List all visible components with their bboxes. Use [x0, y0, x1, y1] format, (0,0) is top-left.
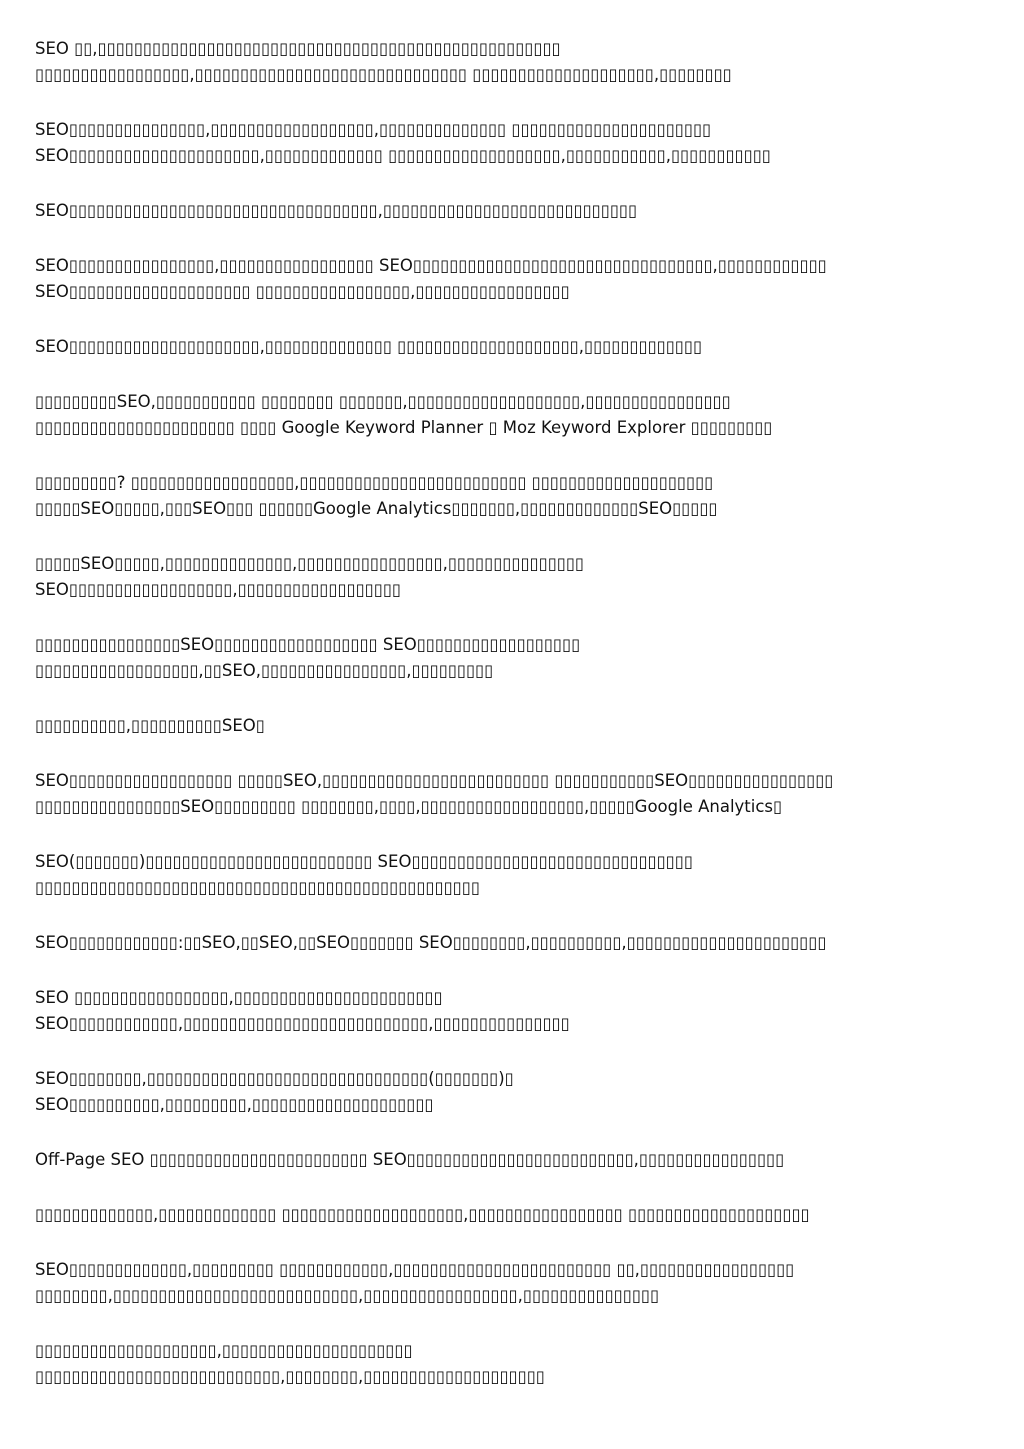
paragraph-line: SEO▯▯▯▯▯▯▯▯▯▯▯▯▯▯▯▯▯▯▯▯▯,▯▯▯▯▯▯▯▯▯▯▯▯▯▯ ▯▯▯▯▯▯▯▯▯▯▯▯▯▯▯▯▯▯▯▯,▯▯▯▯▯▯▯▯▯▯▯▯▯	[35, 337, 703, 356]
paragraph-line: ▯▯▯▯▯▯▯▯▯SEO,▯▯▯▯▯▯▯▯▯▯▯ ▯▯▯▯▯▯▯▯ ▯▯▯▯▯▯▯,▯▯▯▯▯▯▯▯▯▯▯▯▯▯▯▯▯▯▯,▯▯▯▯▯▯▯▯▯▯▯▯▯▯▯▯	[35, 392, 731, 411]
paragraph-line: ▯▯▯▯▯▯▯▯▯▯▯▯▯▯▯▯▯,▯▯▯▯▯▯▯▯▯▯▯▯▯▯▯▯▯▯▯▯▯▯▯▯▯▯▯▯▯▯ ▯▯▯▯▯▯▯▯▯▯▯▯▯▯▯▯▯▯▯▯,▯▯▯▯▯▯▯▯	[35, 65, 732, 84]
paragraph-line: ▯▯▯▯▯▯▯▯▯▯▯▯▯▯▯▯▯▯▯▯,▯▯▯▯▯▯▯▯▯▯▯▯▯▯▯▯▯▯▯▯▯	[35, 1341, 413, 1360]
paragraph-3	[35, 198, 995, 224]
paragraph-line: ▯▯▯▯▯▯▯▯,▯▯▯▯▯▯▯▯▯▯▯▯▯▯▯▯▯▯▯▯▯▯▯▯▯▯▯,▯▯▯▯▯▯▯▯▯▯▯▯▯▯▯▯▯,▯▯▯▯▯▯▯▯▯▯▯▯▯▯▯	[35, 1286, 660, 1305]
paragraph-6	[35, 389, 995, 441]
paragraph-line: ▯▯▯▯▯▯▯▯▯▯▯▯▯▯▯▯▯▯▯▯▯▯▯▯▯▯▯▯▯▯▯▯▯▯▯▯▯▯▯▯▯▯▯▯▯▯▯▯▯	[35, 878, 480, 897]
paragraph-7	[35, 470, 995, 522]
paragraph-2	[35, 117, 995, 169]
paragraph-line: Off-Page SEO ▯▯▯▯▯▯▯▯▯▯▯▯▯▯▯▯▯▯▯▯▯▯▯▯ SEO▯▯▯▯▯▯▯▯▯▯▯▯▯▯▯▯▯▯▯▯▯▯▯▯▯,▯▯▯▯▯▯▯▯▯▯▯▯▯▯▯▯	[35, 1150, 785, 1169]
paragraph-11	[35, 768, 995, 820]
paragraph-14	[35, 985, 995, 1037]
paragraph-line: SEO(▯▯▯▯▯▯▯)▯▯▯▯▯▯▯▯▯▯▯▯▯▯▯▯▯▯▯▯▯▯▯▯▯ SEO▯▯▯▯▯▯▯▯▯▯▯▯▯▯▯▯▯▯▯▯▯▯▯▯▯▯▯▯▯▯▯	[35, 852, 693, 871]
paragraph-5	[35, 334, 995, 360]
paragraph-4	[35, 253, 995, 305]
paragraph-line: SEO▯▯▯▯▯▯▯▯▯▯▯▯▯▯▯,▯▯▯▯▯▯▯▯▯▯▯▯▯▯▯▯▯▯,▯▯▯▯▯▯▯▯▯▯▯▯▯▯ ▯▯▯▯▯▯▯▯▯▯▯▯▯▯▯▯▯▯▯▯▯▯	[35, 120, 712, 139]
paragraph-line: SEO▯▯▯▯▯▯▯▯,▯▯▯▯▯▯▯▯▯▯▯▯▯▯▯▯▯▯▯▯▯▯▯▯▯▯▯▯▯▯▯(▯▯▯▯▯▯▯)▯	[35, 1069, 514, 1088]
paragraph-17	[35, 1202, 995, 1228]
paragraph-line: ▯▯▯▯▯▯▯▯▯▯▯▯▯▯▯▯SEO▯▯▯▯▯▯▯▯▯▯▯▯▯▯▯▯▯▯ SEO▯▯▯▯▯▯▯▯▯▯▯▯▯▯▯▯▯▯	[35, 635, 581, 654]
paragraph-line: SEO ▯▯,▯▯▯▯▯▯▯▯▯▯▯▯▯▯▯▯▯▯▯▯▯▯▯▯▯▯▯▯▯▯▯▯▯▯▯▯▯▯▯▯▯▯▯▯▯▯▯▯▯▯▯	[35, 39, 561, 58]
paragraph-line: ▯▯▯▯▯▯▯▯▯▯▯▯▯,▯▯▯▯▯▯▯▯▯▯▯▯▯ ▯▯▯▯▯▯▯▯▯▯▯▯▯▯▯▯▯▯▯▯,▯▯▯▯▯▯▯▯▯▯▯▯▯▯▯▯▯ ▯▯▯▯▯▯▯▯▯▯▯▯▯▯▯▯▯▯▯▯	[35, 1205, 810, 1224]
paragraph-line: SEO▯▯▯▯▯▯▯▯▯▯▯▯▯▯▯▯▯▯▯▯▯▯▯▯▯▯▯▯▯▯▯▯▯▯,▯▯▯▯▯▯▯▯▯▯▯▯▯▯▯▯▯▯▯▯▯▯▯▯▯▯▯▯	[35, 201, 638, 220]
paragraph-line: SEO▯▯▯▯▯▯▯▯▯▯▯▯▯,▯▯▯▯▯▯▯▯▯ ▯▯▯▯▯▯▯▯▯▯▯▯,▯▯▯▯▯▯▯▯▯▯▯▯▯▯▯▯▯▯▯▯▯▯▯▯ ▯▯,▯▯▯▯▯▯▯▯▯▯▯▯▯▯▯▯▯	[35, 1260, 795, 1279]
paragraph-line: ▯▯▯▯▯▯▯▯▯▯▯▯▯▯▯▯▯▯,▯▯SEO,▯▯▯▯▯▯▯▯▯▯▯▯▯▯▯▯,▯▯▯▯▯▯▯▯▯	[35, 661, 494, 680]
paragraph-9	[35, 632, 995, 684]
paragraph-16	[35, 1147, 995, 1173]
paragraph-8	[35, 551, 995, 603]
document-body	[35, 36, 995, 1419]
paragraph-18	[35, 1257, 995, 1309]
paragraph-line: ▯▯▯▯▯▯▯▯▯▯▯▯▯▯▯▯▯▯▯▯▯▯ ▯▯▯▯ Google Keyword Planner ▯ Moz Keyword Explorer ▯▯▯▯▯▯▯▯▯	[35, 418, 773, 437]
paragraph-1	[35, 36, 995, 88]
paragraph-line: ▯▯▯▯▯▯▯▯▯▯▯▯▯▯▯▯SEO▯▯▯▯▯▯▯▯▯ ▯▯▯▯▯▯▯▯,▯▯▯▯,▯▯▯▯▯▯▯▯▯▯▯▯▯▯▯▯▯▯,▯▯▯▯▯Google Analytics▯	[35, 797, 783, 816]
paragraph-line: ▯▯▯▯▯▯▯▯▯▯▯▯▯▯▯▯▯▯▯▯▯▯▯▯▯▯▯,▯▯▯▯▯▯▯▯,▯▯▯▯▯▯▯▯▯▯▯▯▯▯▯▯▯▯▯▯	[35, 1367, 545, 1386]
paragraph-line: SEO ▯▯▯▯▯▯▯▯▯▯▯▯▯▯▯▯▯,▯▯▯▯▯▯▯▯▯▯▯▯▯▯▯▯▯▯▯▯▯▯▯	[35, 988, 443, 1007]
paragraph-line: ▯▯▯▯▯▯▯▯▯? ▯▯▯▯▯▯▯▯▯▯▯▯▯▯▯▯▯▯,▯▯▯▯▯▯▯▯▯▯▯▯▯▯▯▯▯▯▯▯▯▯▯▯▯ ▯▯▯▯▯▯▯▯▯▯▯▯▯▯▯▯▯▯▯▯	[35, 473, 714, 492]
paragraph-13	[35, 930, 995, 956]
paragraph-line: SEO▯▯▯▯▯▯▯▯▯▯,▯▯▯▯▯▯▯▯▯,▯▯▯▯▯▯▯▯▯▯▯▯▯▯▯▯▯▯▯▯	[35, 1095, 434, 1114]
paragraph-line: SEO▯▯▯▯▯▯▯▯▯▯▯▯:▯▯SEO,▯▯SEO,▯▯SEO▯▯▯▯▯▯▯ SEO▯▯▯▯▯▯▯▯,▯▯▯▯▯▯▯▯▯▯,▯▯▯▯▯▯▯▯▯▯▯▯▯▯▯▯▯▯▯▯▯▯	[35, 933, 827, 952]
paragraph-line: ▯▯▯▯▯SEO▯▯▯▯▯,▯▯▯SEO▯▯▯ ▯▯▯▯▯▯Google Analytics▯▯▯▯▯▯▯,▯▯▯▯▯▯▯▯▯▯▯▯▯SEO▯▯▯▯▯	[35, 499, 718, 518]
paragraph-line: SEO▯▯▯▯▯▯▯▯▯▯▯▯▯▯▯▯▯▯,▯▯▯▯▯▯▯▯▯▯▯▯▯▯▯▯▯▯	[35, 580, 402, 599]
paragraph-line: ▯▯▯▯▯▯▯▯▯▯,▯▯▯▯▯▯▯▯▯▯SEO▯	[35, 716, 265, 735]
paragraph-19	[35, 1338, 995, 1390]
paragraph-line: SEO▯▯▯▯▯▯▯▯▯▯▯▯▯▯▯▯▯▯▯▯▯,▯▯▯▯▯▯▯▯▯▯▯▯▯ ▯▯▯▯▯▯▯▯▯▯▯▯▯▯▯▯▯▯▯,▯▯▯▯▯▯▯▯▯▯▯,▯▯▯▯▯▯▯▯▯▯▯	[35, 146, 771, 165]
paragraph-line: SEO▯▯▯▯▯▯▯▯▯▯▯▯▯▯▯▯▯▯ ▯▯▯▯▯SEO,▯▯▯▯▯▯▯▯▯▯▯▯▯▯▯▯▯▯▯▯▯▯▯▯▯ ▯▯▯▯▯▯▯▯▯▯▯SEO▯▯▯▯▯▯▯▯▯▯▯▯▯▯▯▯	[35, 771, 834, 790]
paragraph-line: SEO▯▯▯▯▯▯▯▯▯▯▯▯▯▯▯▯▯▯▯▯ ▯▯▯▯▯▯▯▯▯▯▯▯▯▯▯▯▯,▯▯▯▯▯▯▯▯▯▯▯▯▯▯▯▯▯	[35, 282, 570, 301]
paragraph-line: SEO▯▯▯▯▯▯▯▯▯▯▯▯,▯▯▯▯▯▯▯▯▯▯▯▯▯▯▯▯▯▯▯▯▯▯▯▯▯▯▯,▯▯▯▯▯▯▯▯▯▯▯▯▯▯▯	[35, 1014, 570, 1033]
paragraph-line: SEO▯▯▯▯▯▯▯▯▯▯▯▯▯▯▯▯,▯▯▯▯▯▯▯▯▯▯▯▯▯▯▯▯▯ SEO▯▯▯▯▯▯▯▯▯▯▯▯▯▯▯▯▯▯▯▯▯▯▯▯▯▯▯▯▯▯▯▯▯,▯▯▯▯▯▯▯▯▯▯▯▯	[35, 256, 827, 275]
paragraph-12	[35, 849, 995, 901]
paragraph-line: ▯▯▯▯▯SEO▯▯▯▯▯,▯▯▯▯▯▯▯▯▯▯▯▯▯▯,▯▯▯▯▯▯▯▯▯▯▯▯▯▯▯▯,▯▯▯▯▯▯▯▯▯▯▯▯▯▯▯	[35, 554, 585, 573]
paragraph-15	[35, 1066, 995, 1118]
paragraph-10	[35, 713, 995, 739]
